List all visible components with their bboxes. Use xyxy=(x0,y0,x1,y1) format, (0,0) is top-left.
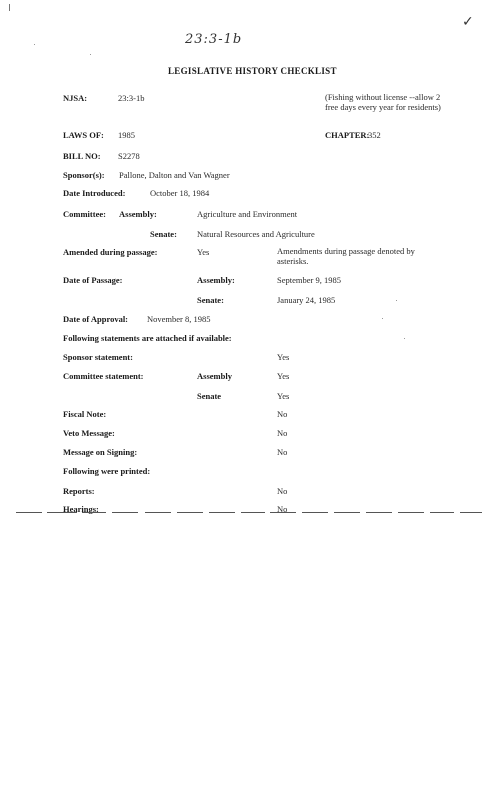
veto-message-value: No xyxy=(277,428,288,438)
following-printed-heading: Following were printed: xyxy=(63,466,151,476)
rule-segment xyxy=(302,512,328,513)
date-of-passage-label: Date of Passage: xyxy=(63,275,123,285)
sponsors-value: Pallone, Dalton and Van Wagner xyxy=(119,170,230,180)
committee-senate-value: Natural Resources and Agriculture xyxy=(197,229,315,239)
rule-segment xyxy=(82,512,106,513)
fiscal-note-label: Fiscal Note: xyxy=(63,409,107,419)
checkmark-icon: ✓ xyxy=(462,14,474,30)
rule-segment xyxy=(398,512,424,513)
sponsor-statement-value: Yes xyxy=(277,352,290,362)
laws-of-label: LAWS OF: xyxy=(63,130,104,140)
following-attached-heading: Following statements are attached if available: xyxy=(63,333,232,343)
amended-label: Amended during passage: xyxy=(63,247,158,257)
veto-message-label: Veto Message: xyxy=(63,428,115,438)
committee-statement-assembly-value: Yes xyxy=(277,371,290,381)
passage-assembly-label: Assembly: xyxy=(197,275,235,285)
rule-segment xyxy=(16,512,42,513)
rule-segment xyxy=(47,512,77,513)
rule-segment xyxy=(241,512,265,513)
scan-speck xyxy=(396,300,397,301)
rule-segment xyxy=(366,512,392,513)
fiscal-note-value: No xyxy=(277,409,288,419)
handwritten-reference: 23:3-1b xyxy=(185,32,243,47)
committee-assembly-label: Assembly: xyxy=(119,209,157,219)
committee-statement-label: Committee statement: xyxy=(63,371,144,381)
rule-segment xyxy=(209,512,235,513)
date-introduced-label: Date Introduced: xyxy=(63,188,126,198)
rule-segment xyxy=(460,512,482,513)
committee-statement-senate-value: Yes xyxy=(277,391,290,401)
committee-statement-senate-label: Senate xyxy=(197,391,222,401)
rule-segment xyxy=(270,512,296,513)
committee-assembly-value: Agriculture and Environment xyxy=(197,209,298,219)
passage-senate-value: January 24, 1985 xyxy=(277,295,336,305)
laws-of-value: 1985 xyxy=(118,130,135,140)
reports-label: Reports: xyxy=(63,486,95,496)
scan-speck xyxy=(404,338,405,339)
sponsor-statement-label: Sponsor statement: xyxy=(63,352,133,362)
date-of-approval-label: Date of Approval: xyxy=(63,314,129,324)
passage-assembly-value: September 9, 1985 xyxy=(277,275,341,285)
njsa-label: NJSA: xyxy=(63,93,88,103)
rule-segment xyxy=(177,512,203,513)
chapter-label: CHAPTER: xyxy=(325,130,370,140)
rule-segment xyxy=(334,512,360,513)
rule-segment xyxy=(145,512,171,513)
page-title: LEGISLATIVE HISTORY CHECKLIST xyxy=(168,66,337,76)
hearings-label: Hearings: xyxy=(63,504,99,514)
message-on-signing-label: Message on Signing: xyxy=(63,447,138,457)
bill-no-label: BILL NO: xyxy=(63,151,101,161)
njsa-value: 23:3-1b xyxy=(118,93,145,103)
amended-note: Amendments during passage denoted by asterisks. xyxy=(277,246,415,266)
message-on-signing-value: No xyxy=(277,447,288,457)
njsa-note: (Fishing without license --allow 2 free days every year for residents) xyxy=(325,92,441,112)
reports-value: No xyxy=(277,486,288,496)
date-introduced-value: October 18, 1984 xyxy=(150,188,210,198)
rule-segment xyxy=(112,512,138,513)
rule-segment xyxy=(430,512,454,513)
committee-senate-label: Senate: xyxy=(150,229,177,239)
committee-statement-assembly-label: Assembly xyxy=(197,371,232,381)
passage-senate-label: Senate: xyxy=(197,295,224,305)
amended-value: Yes xyxy=(197,247,210,257)
chapter-value: 352 xyxy=(368,130,381,140)
bill-no-value: S2278 xyxy=(118,151,140,161)
sponsors-label: Sponsor(s): xyxy=(63,170,105,180)
margin-mark xyxy=(9,4,10,11)
hearings-value: No xyxy=(277,504,288,514)
committee-label: Committee: xyxy=(63,209,106,219)
date-of-approval-value: November 8, 1985 xyxy=(147,314,211,324)
scan-speck xyxy=(90,54,91,55)
scan-speck xyxy=(34,44,35,45)
scan-speck xyxy=(382,318,383,319)
